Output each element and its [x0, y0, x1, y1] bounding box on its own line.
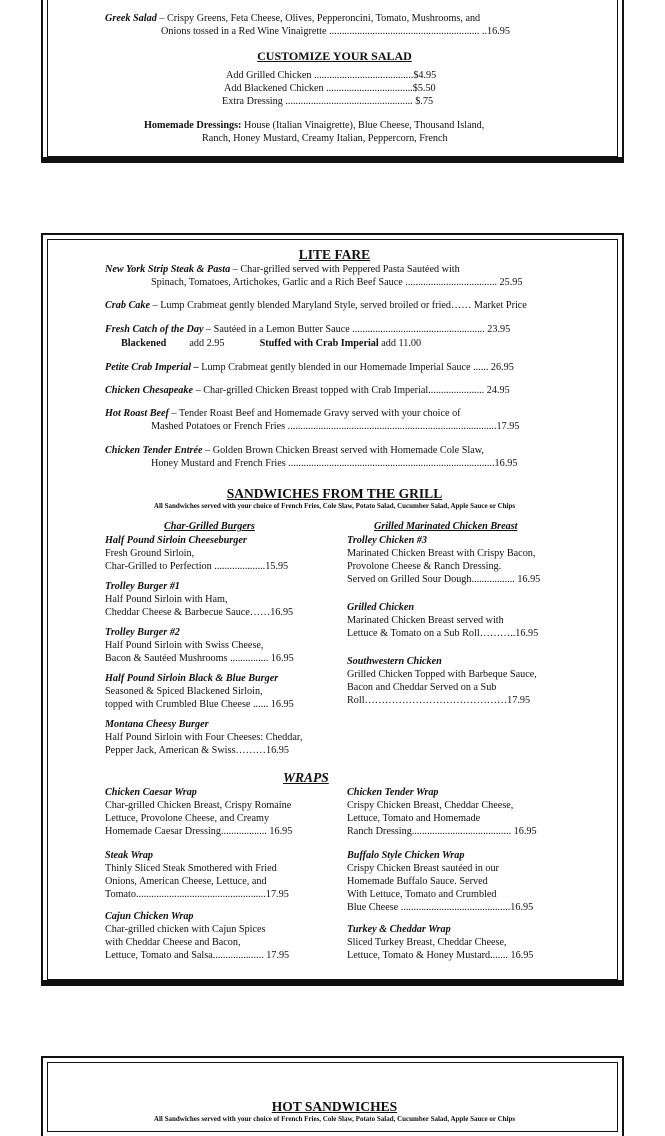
burger-desc: Pepper Jack, American & Swiss………16.95: [105, 745, 289, 756]
greek-salad-desc2: Onions tossed in a Red Wine Vinaigrette ........................................................... ..16.95: [161, 26, 510, 37]
crab-stuffed-price: add 11.00: [381, 338, 422, 349]
addon-blackened-chicken: Add Blackened Chicken ..................................$5.50: [224, 83, 436, 94]
wrap-desc: Lettuce, Tomato and Salsa.................... 17.95: [105, 950, 290, 961]
hot-sandwiches-heading: HOT SANDWICHES: [271, 1099, 398, 1114]
customize-salad-heading: CUSTOMIZE YOUR SALAD: [257, 49, 412, 63]
burger-name: Half Pound Sirloin Black & Blue Burger: [105, 673, 279, 684]
item-name: Fresh Catch of the Day: [105, 324, 204, 335]
chicken-sandwich-desc: Marinated Chicken Breast with Crispy Bacon,: [347, 548, 536, 559]
item-desc-cont: Spinach, Tomatoes, Artichokes, Garlic and a Rich Beef Sauce .................................... 25.95: [151, 277, 523, 288]
chicken-sandwich-desc: Roll……………………………………17.95: [347, 695, 531, 706]
burger-desc: Half Pound Sirloin with Four Cheeses: Cheddar,: [105, 732, 303, 743]
lite-fare-item: [105, 445, 484, 457]
chicken-sandwich-desc: Grilled Chicken Topped with Barbeque Sauce,: [347, 669, 537, 680]
salad-panel: [41, 0, 624, 163]
wrap-desc: Onions, American Cheese, Lettuce, and: [105, 876, 267, 887]
lite-fare-item: [105, 362, 514, 374]
item-name: Petite Crab Imperial –: [105, 362, 199, 373]
item-desc: – Char-grilled Chicken Breast topped with Crab Imperial...................... 24.95: [193, 385, 510, 396]
burgers-heading: Char-Grilled Burgers: [164, 521, 255, 532]
wrap-desc: Char-grilled chicken with Cajun Spices: [105, 924, 266, 935]
crab-stuffed-label: Stuffed with Crab Imperial: [259, 338, 379, 349]
chicken-breast-heading: Grilled Marinated Chicken Breast: [374, 521, 518, 532]
wrap-desc: Char-grilled Chicken Breast, Crispy Romaine: [105, 800, 292, 811]
item-name: Chicken Chesapeake: [105, 385, 194, 396]
menu-panel-main: [41, 233, 624, 986]
greek-salad-desc1: – Crispy Greens, Feta Cheese, Olives, Pepperoncini, Tomato, Mushrooms, and: [156, 13, 481, 24]
item-name: New York Strip Steak & Pasta: [105, 264, 231, 275]
wrap-name: Steak Wrap: [105, 850, 154, 861]
lite-fare-item: [105, 408, 461, 420]
chicken-sandwich-desc: Lettuce & Tomato on a Sub Roll………..16.95: [347, 628, 539, 639]
chicken-sandwich-name: Trolley Chicken #3: [347, 535, 427, 546]
wrap-desc: Thinly Sliced Steak Smothered with Fried: [105, 863, 277, 874]
lite-fare-item: [105, 264, 460, 276]
burger-name: Trolley Burger #1: [105, 581, 180, 592]
wrap-name: Turkey & Cheddar Wrap: [347, 924, 451, 935]
wrap-desc: Crispy Chicken Breast sautéed in our: [347, 863, 499, 874]
blackened-price: add 2.95: [189, 338, 225, 349]
lite-fare-item: [105, 300, 527, 312]
chicken-sandwich-desc: Bacon and Cheddar Served on a Sub: [347, 682, 497, 693]
blackened-label: Blackened: [121, 338, 167, 349]
item-desc: – Char-grilled served with Peppered Pasta Sautéed with: [230, 264, 460, 275]
greek-salad-line1: [105, 13, 480, 25]
burger-desc: Cheddar Cheese & Barbecue Sauce……16.95: [105, 607, 294, 618]
burger-name: Trolley Burger #2: [105, 627, 180, 638]
item-desc-cont: Mashed Potatoes or French Fries ..................................................................................17.95: [151, 421, 520, 432]
chicken-sandwich-desc: Provolone Cheese & Ranch Dressing.: [347, 561, 502, 572]
wrap-desc: Homemade Caesar Dressing.................. 16.95: [105, 826, 293, 837]
wraps-heading: WRAPS: [283, 770, 329, 785]
lite-fare-item: [105, 324, 510, 336]
wrap-desc: Lettuce, Provolone Cheese, and Creamy: [105, 813, 270, 824]
dressings-label: Homemade Dressings:: [144, 120, 242, 131]
burger-name: Montana Cheesy Burger: [105, 719, 209, 730]
dressings-line1: [144, 120, 484, 132]
burger-desc: Seasoned & Spiced Blackened Sirloin,: [105, 686, 263, 697]
burger-desc: Fresh Ground Sirloin,: [105, 548, 195, 559]
wrap-name: Chicken Tender Wrap: [347, 787, 439, 798]
lite-fare-heading: LITE FARE: [298, 247, 371, 262]
wrap-name: Buffalo Style Chicken Wrap: [347, 850, 465, 861]
chicken-sandwich-name: Southwestern Chicken: [347, 656, 442, 667]
item-name: Crab Cake: [105, 300, 150, 311]
wrap-desc: Ranch Dressing....................................... 16.95: [347, 826, 537, 837]
dressings-list1: House (Italian Vinaigrette), Blue Cheese, Thousand Island,: [241, 120, 485, 131]
burger-desc: Half Pound Sirloin with Ham,: [105, 594, 228, 605]
burger-desc: Bacon & Sautéed Mushrooms ............... 16.95: [105, 653, 294, 664]
burger-name: Half Pound Sirloin Cheeseburger: [105, 535, 247, 546]
wrap-desc: Sliced Turkey Breast, Cheddar Cheese,: [347, 937, 507, 948]
item-desc: – Sautéed in a Lemon Butter Sauce .................................................... 23.95: [203, 324, 511, 335]
item-desc: Lump Crabmeat gently blended in our Homemade Imperial Sauce ...... 26.95: [198, 362, 514, 373]
chicken-sandwich-desc: Marinated Chicken Breast served with: [347, 615, 504, 626]
item-name: Chicken Tender Entrée: [105, 445, 203, 456]
wrap-desc: Blue Cheese ...........................................16.95: [347, 902, 534, 913]
addon-grilled-chicken: Add Grilled Chicken .......................................$4.95: [226, 70, 437, 81]
lite-fare-item: [105, 385, 510, 397]
panel-bottom-rule: [43, 157, 622, 161]
wrap-desc: Tomato...................................................17.95: [105, 889, 289, 900]
item-name: Hot Roast Beef: [105, 408, 169, 419]
greek-salad-name: Greek Salad: [105, 13, 157, 24]
wrap-desc: with Cheddar Cheese and Bacon,: [105, 937, 241, 948]
item-desc-cont: Honey Mustard and French Fries .................................................................................16.95: [151, 458, 518, 469]
sandwiches-heading: SANDWICHES FROM THE GRILL: [226, 486, 443, 501]
item-desc: – Tender Roast Beef and Homemade Gravy served with your choice of: [168, 408, 461, 419]
hot-sandwiches-note: All Sandwiches served with your choice of French Fries, Cole Slaw, Potato Salad, Cucumber Salad, Apple Sauce or Chips: [153, 1115, 516, 1123]
panel-bottom-rule: [43, 980, 622, 984]
burger-desc: topped with Crumbled Blue Cheese ...... 16.95: [105, 699, 294, 710]
wrap-desc: Lettuce, Tomato & Honey Mustard....... 16.95: [347, 950, 534, 961]
sandwiches-note: All Sandwiches served with your choice of French Fries, Cole Slaw, Potato Salad, Cucumber Salad, Apple Sauce or Chips: [153, 502, 516, 510]
item-desc: – Golden Brown Chicken Breast served with Homemade Cole Slaw,: [202, 445, 484, 456]
wrap-desc: With Lettuce, Tomato and Crumbled: [347, 889, 497, 900]
chicken-sandwich-name: Grilled Chicken: [347, 602, 415, 613]
dressings-line2: Ranch, Honey Mustard, Creamy Italian, Peppercorn, French: [202, 133, 448, 144]
burger-desc: Half Pound Sirloin with Swiss Cheese,: [105, 640, 264, 651]
wrap-desc: Crispy Chicken Breast, Cheddar Cheese,: [347, 800, 514, 811]
hot-sandwiches-panel: [41, 1056, 624, 1136]
item-desc: – Lump Crabmeat gently blended Maryland Style, served broiled or fried…… Market Price: [150, 300, 527, 311]
burger-desc: Char-Grilled to Perfection ....................15.95: [105, 561, 289, 572]
wrap-name: Cajun Chicken Wrap: [105, 911, 194, 922]
fresh-catch-options: [121, 338, 421, 350]
chicken-sandwich-desc: Served on Grilled Sour Dough................. 16.95: [347, 574, 541, 585]
wrap-desc: Lettuce, Tomato and Homemade: [347, 813, 481, 824]
wrap-name: Chicken Caesar Wrap: [105, 787, 197, 798]
addon-extra-dressing: Extra Dressing .................................................. $.75: [222, 96, 434, 107]
wrap-desc: Homemade Buffalo Sauce. Served: [347, 876, 488, 887]
